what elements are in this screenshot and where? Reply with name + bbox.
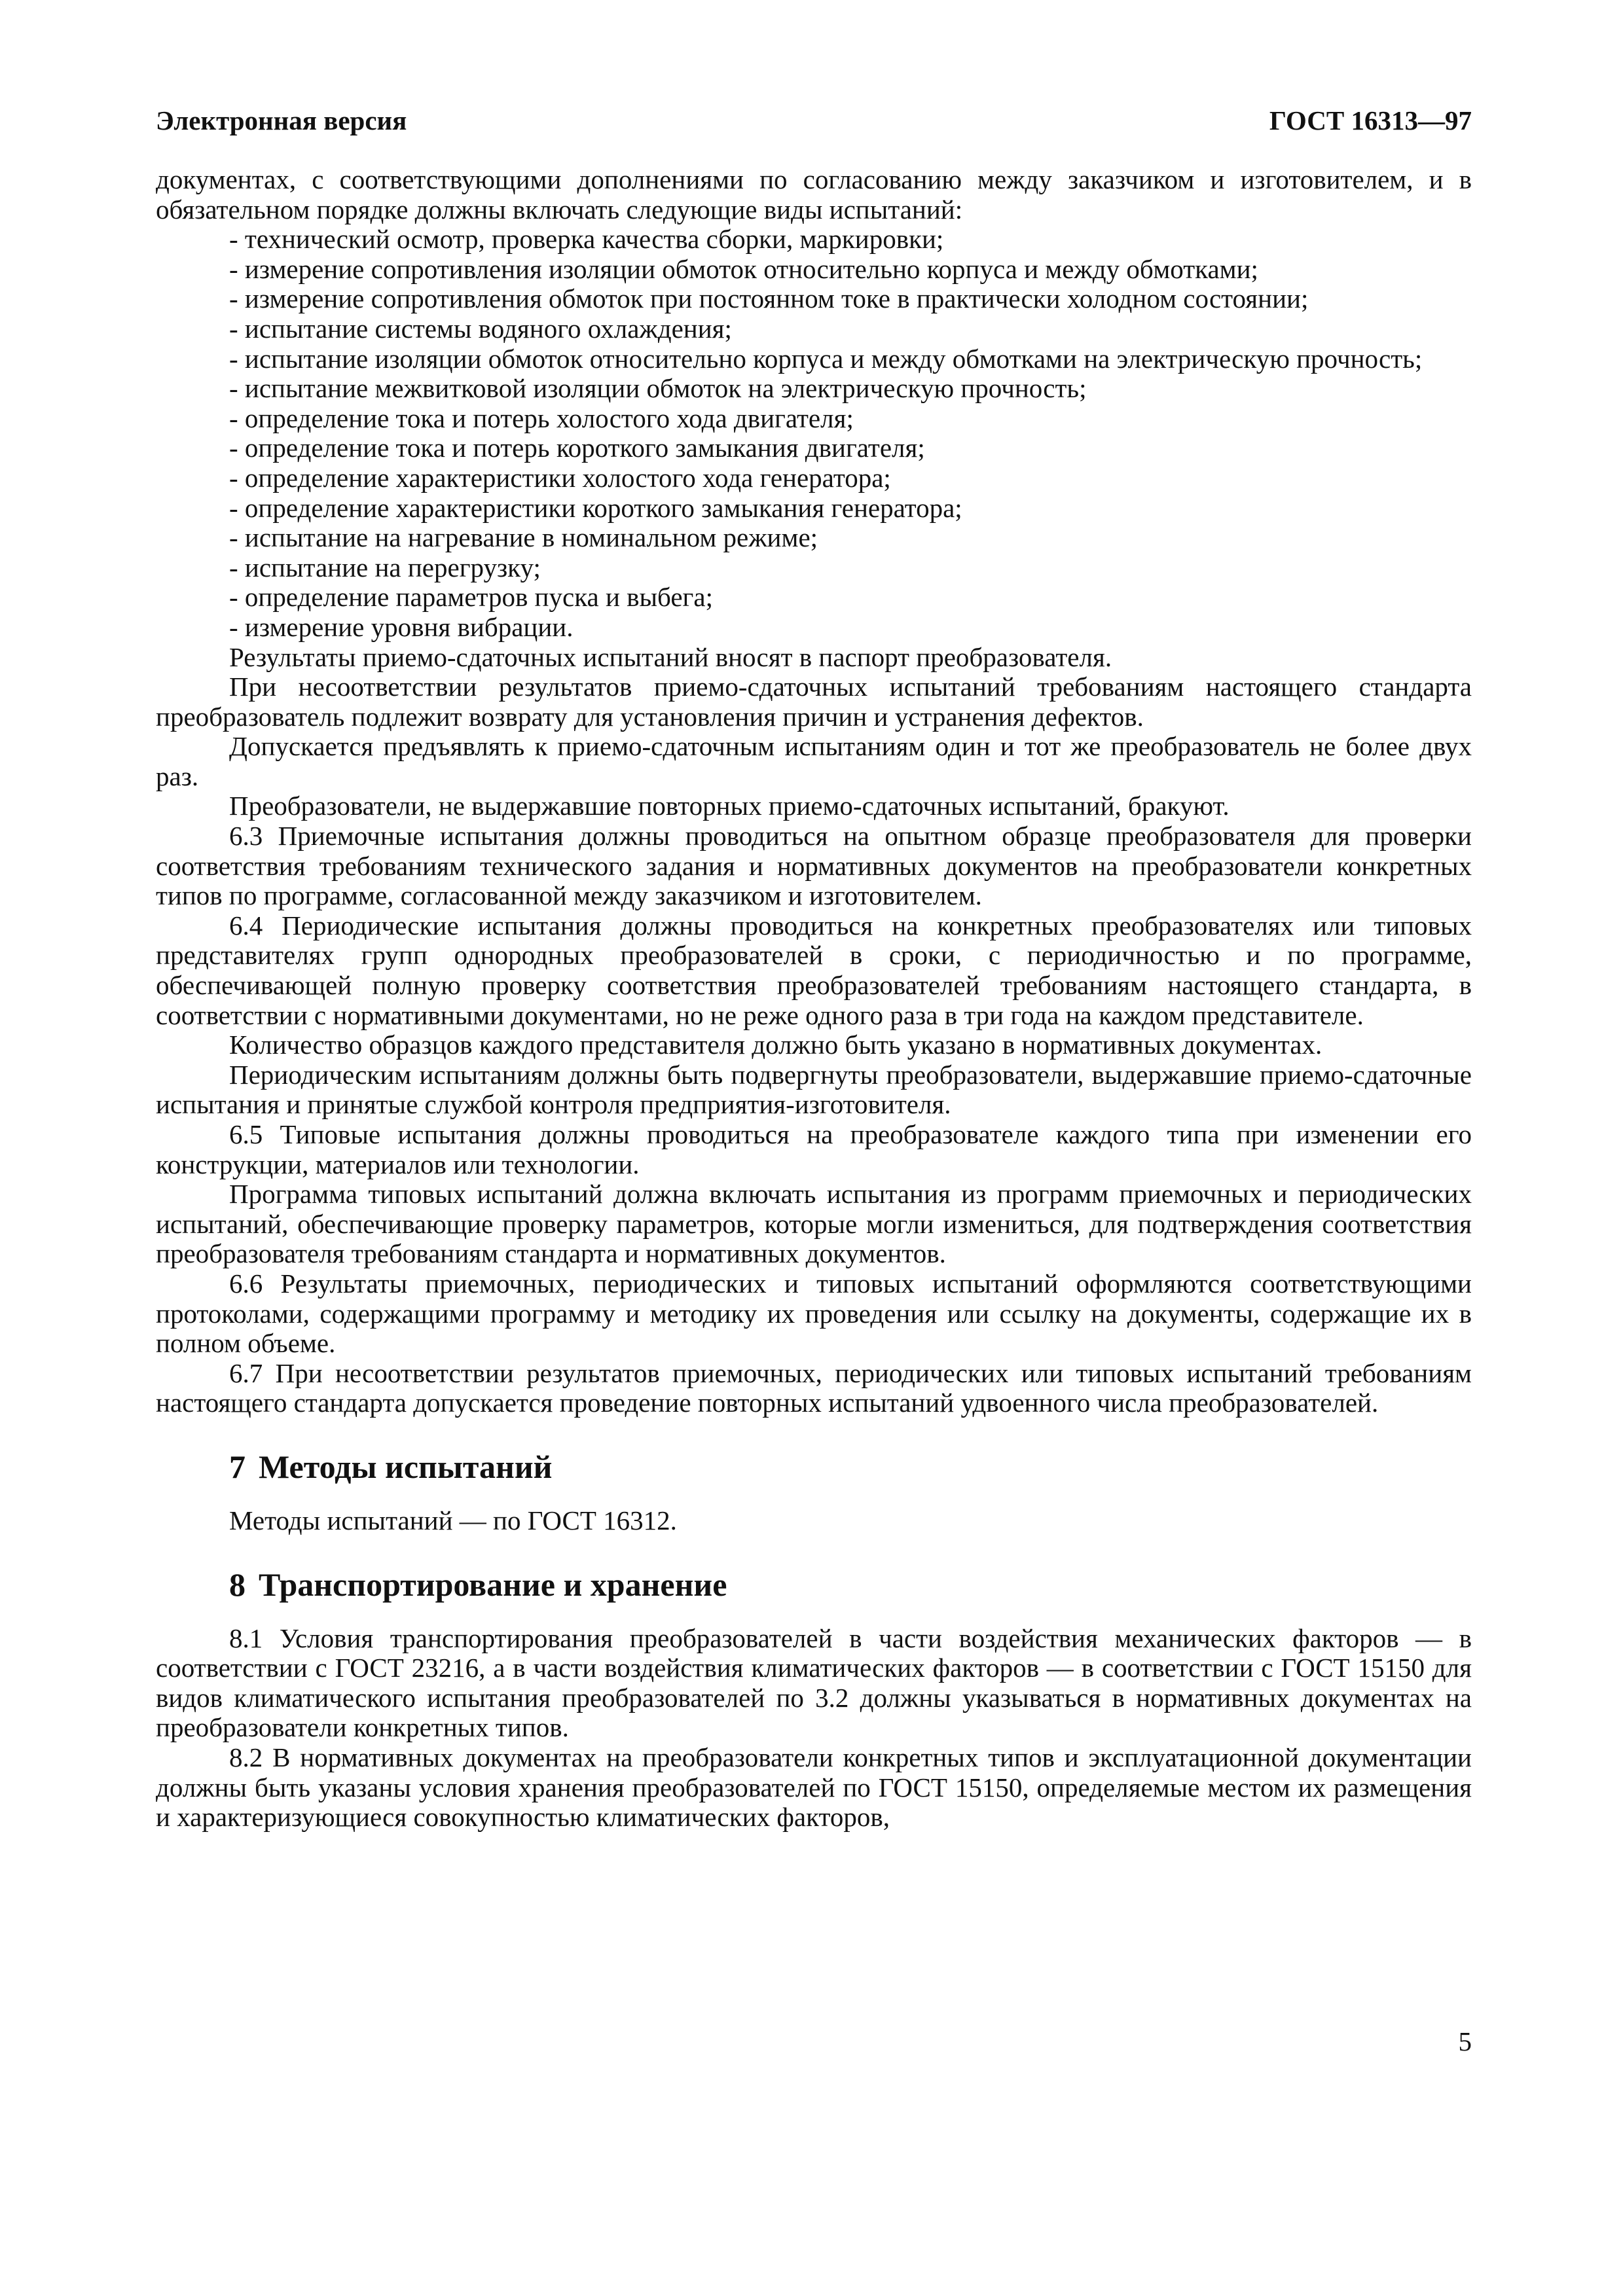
list-item: - определение тока и потерь короткого замыкания двигателя; bbox=[229, 433, 925, 463]
paragraph-6-7: 6.7 При несоответствии результатов приемочных, периодических или типовых испытаний требованиям настоящего стандарта допускается проведение повторных испытаний удвоенного числа преобразователей. bbox=[156, 1357, 1472, 1418]
paragraph: Количество образцов каждого представителя должно быть указано в нормативных документах. bbox=[229, 1030, 1322, 1060]
list-item: - испытание на перегрузку; bbox=[229, 552, 541, 583]
paragraph: Преобразователи, не выдержавшие повторных приемо-сдаточных испытаний, бракуют. bbox=[229, 791, 1230, 821]
list-item: - испытание межвитковой изоляции обмоток на электрическую прочность; bbox=[229, 373, 1087, 404]
list-item: - испытание на нагревание в номинальном режиме; bbox=[229, 522, 818, 553]
section-7-title: Методы испытаний bbox=[259, 1448, 553, 1485]
list-item: - определение характеристики холостого хода генератора; bbox=[229, 462, 891, 493]
section-7-body bbox=[156, 1506, 1472, 1536]
list-item: - измерение сопротивления изоляции обмоток относительно корпуса и между обмотками; bbox=[229, 253, 1258, 284]
list-item: - определение характеристики короткого замыкания генератора; bbox=[229, 492, 962, 523]
list-item: - технический осмотр, проверка качества сборки, маркировки; bbox=[229, 224, 944, 255]
header-version-label: Электронная версия bbox=[156, 105, 407, 135]
paragraph-6-4: 6.4 Периодические испытания должны проводиться на конкретных преобразователях или типовых представителях групп однородных преобразователей в сроки, с периодичностью и по программе, обеспечивающей полную проверку соответствия преобразователей требованиям настоящего стандарта, в соответствии с нормативными документами, но не реже одного раза в три года на каждом представителе. bbox=[156, 910, 1472, 1030]
paragraph-continuation: документах, с соответствующими дополнениями по согласованию между заказчиком и изготовителем, и в обязательном порядке должны включать следующие виды испытаний: bbox=[156, 164, 1472, 224]
list-item: - испытание изоляции обмоток относительно корпуса и между обмотками на электрическую прочность; bbox=[229, 343, 1423, 374]
document-page bbox=[156, 105, 1472, 1833]
section-8-heading bbox=[156, 1565, 1472, 1604]
list-item: - испытание системы водяного охлаждения; bbox=[229, 313, 732, 344]
list-item: - измерение уровня вибрации. bbox=[229, 611, 574, 642]
paragraph-methods: Методы испытаний — по ГОСТ 16312. bbox=[229, 1505, 677, 1535]
running-header bbox=[156, 105, 1472, 136]
paragraph: Допускается предъявлять к приемо-сдаточным испытаниям один и тот же преобразователь не более двух раз. bbox=[156, 731, 1472, 791]
paragraph: Результаты приемо-сдаточных испытаний вносят в паспорт преобразователя. bbox=[229, 641, 1112, 672]
paragraph: При несоответствии результатов приемо-сдаточных испытаний требованиям настоящего стандарта преобразователь подлежит возврату для установления причин и устранения дефектов. bbox=[156, 672, 1472, 732]
paragraph: Программа типовых испытаний должна включать испытания из программ приемочных и периодических испытаний, обеспечивающие проверку параметров, которые могли измениться, для подтверждения соответствия преобразователя требованиям стандарта и нормативных документов. bbox=[156, 1179, 1472, 1269]
section-7-heading bbox=[156, 1447, 1472, 1486]
section-8-number: 8 bbox=[229, 1566, 246, 1603]
section-7-number: 7 bbox=[229, 1448, 246, 1485]
body-text bbox=[156, 165, 1472, 1418]
header-standard-number: ГОСТ 16313—97 bbox=[1269, 105, 1472, 135]
paragraph-6-3: 6.3 Приемочные испытания должны проводиться на опытном образце преобразователя для проверки соответствия требованиям технического задания и нормативных документов на преобразователи конкретных типов по программе, согласованной между заказчиком и изготовителем. bbox=[156, 821, 1472, 911]
paragraph-6-5: 6.5 Типовые испытания должны проводиться на преобразователе каждого типа при изменении его конструкции, материалов или технологии. bbox=[156, 1119, 1472, 1179]
list-item: - измерение сопротивления обмоток при постоянном токе в практически холодном состоянии; bbox=[229, 283, 1309, 314]
list-item: - определение параметров пуска и выбега; bbox=[229, 582, 713, 613]
list-item: - определение тока и потерь холостого хода двигателя; bbox=[229, 403, 854, 433]
paragraph-6-6: 6.6 Результаты приемочных, периодических и типовых испытаний оформляются соответствующими протоколами, содержащими программу и методику их проведения или ссылку на документы, содержащие их в полном объеме. bbox=[156, 1268, 1472, 1359]
page-number: 5 bbox=[1458, 2026, 1472, 2056]
paragraph: Периодическим испытаниям должны быть подвергнуты преобразователи, выдержавшие приемо-сдаточные испытания и принятые службой контроля предприятия-изготовителя. bbox=[156, 1059, 1472, 1120]
paragraph-8-2: 8.2 В нормативных документах на преобразователи конкретных типов и эксплуатационной документации должны быть указаны условия хранения преобразователей по ГОСТ 15150, определяемые местом их размещения и характеризующиеся совокупностью климатических факторов, bbox=[156, 1742, 1472, 1833]
section-8-title: Транспортирование и хранение bbox=[259, 1566, 727, 1603]
section-8-body bbox=[156, 1624, 1472, 1833]
paragraph-8-1: 8.1 Условия транспортирования преобразователей в части воздействия механических факторов — в соответствии с ГОСТ 23216, а в части воздействия климатических факторов — в соответствии с ГОСТ 15150 для видов климатического испытания преобразователей по 3.2 должны указываться в нормативных документах на преобразователи конкретных типов. bbox=[156, 1623, 1472, 1743]
